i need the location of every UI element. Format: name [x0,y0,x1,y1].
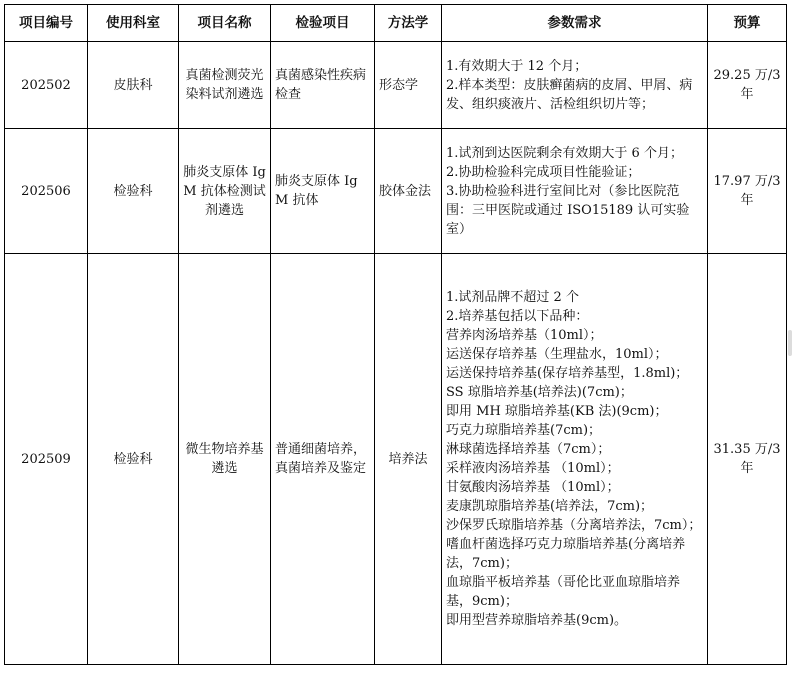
cell-project-name: 肺炎支原体 IgM 抗体检测试剂遴选 [179,129,271,254]
requirement-line: 即用 MH 琼脂培养基(KB 法)(9cm)； [446,404,668,419]
cell-project-name: 微生物培养基遴选 [179,254,271,665]
cell-department: 皮肤科 [88,42,179,129]
header-methodology: 方法学 [375,5,442,42]
cell-test-item: 肺炎支原体 IgM 抗体 [271,129,375,254]
procurement-table [4,4,787,665]
table-row [5,129,787,254]
requirement-line: 1.有效期大于 12 个月； [446,58,588,74]
requirement-line: 沙保罗氏琼脂培养基（分离培养法，7cm）； [446,518,702,533]
cell-requirements [442,129,708,254]
requirement-line: 血琼脂平板培养基（哥伦比亚血琼脂培养基，9cm)； [446,575,681,609]
cell-budget: 17.97 万/3 年 [708,129,787,254]
header-department: 使用科室 [88,5,179,42]
requirement-line: SS 琼脂培养基(培养法)(7cm)； [446,385,633,400]
requirement-line: 甘氨酸肉汤培养基 （10ml）； [446,480,620,495]
cell-budget: 29.25 万/3 年 [708,42,787,129]
requirement-line: 嗜血杆菌选择巧克力琼脂培养基(分离培养法，7cm)； [446,537,686,571]
requirement-line: 1.试剂到达医院剩余有效期大于 6 个月； [446,145,683,161]
cell-test-item: 普通细菌培养，真菌培养及鉴定 [271,254,375,665]
requirement-line: 运送保存培养基（生理盐水，10ml）； [446,347,668,362]
requirement-line: 2.协助检验科完成项目性能验证； [446,164,641,180]
header-row [5,5,787,42]
table-row [5,254,787,665]
cell-budget: 31.35 万/3 年 [708,254,787,665]
requirement-line: 营养肉汤培养基（10ml）； [446,328,603,343]
requirement-line: 巧克力琼脂培养基(7cm)； [446,423,602,438]
requirement-line: 即用型营养琼脂培养基(9cm)。 [446,613,628,628]
header-project-id: 项目编号 [5,5,88,42]
header-project-name: 项目名称 [179,5,271,42]
requirement-line: 3.协助检验科进行室间比对（参比医院范围：三甲医院或通过 ISO15189 认可实验室） [446,183,690,237]
cell-test-item: 真菌感染性疾病检查 [271,42,375,129]
requirement-line: 1.试剂品牌不超过 2 个 [446,290,579,305]
cell-project-id: 202506 [5,129,88,254]
requirement-line: 采样液肉汤培养基 （10ml）； [446,461,620,476]
cell-requirements [442,254,708,665]
requirement-line: 麦康凯琼脂培养基(培养法，7cm)； [446,499,654,514]
cell-project-id: 202502 [5,42,88,129]
cell-methodology: 形态学 [375,42,442,129]
header-requirements: 参数需求 [442,5,708,42]
header-budget: 预算 [708,5,787,42]
cell-methodology: 培养法 [375,254,442,665]
requirement-line: 2.培养基包括以下品种： [446,309,589,324]
requirement-line: 2.样本类型：皮肤癣菌病的皮屑、甲屑、病发、组织痰液片、活检组织切片等； [446,77,693,112]
cell-department: 检验科 [88,254,179,665]
cell-project-id: 202509 [5,254,88,665]
requirement-line: 淋球菌选择培养基（7cm）； [446,442,611,457]
scrollbar-handle[interactable] [788,330,792,356]
requirement-line: 运送保持培养基(保存培养基型，1.8ml)； [446,366,689,381]
header-test-item: 检验项目 [271,5,375,42]
cell-requirements [442,42,708,129]
cell-project-name: 真菌检测荧光染料试剂遴选 [179,42,271,129]
cell-department: 检验科 [88,129,179,254]
table-row [5,42,787,129]
cell-methodology: 胶体金法 [375,129,442,254]
